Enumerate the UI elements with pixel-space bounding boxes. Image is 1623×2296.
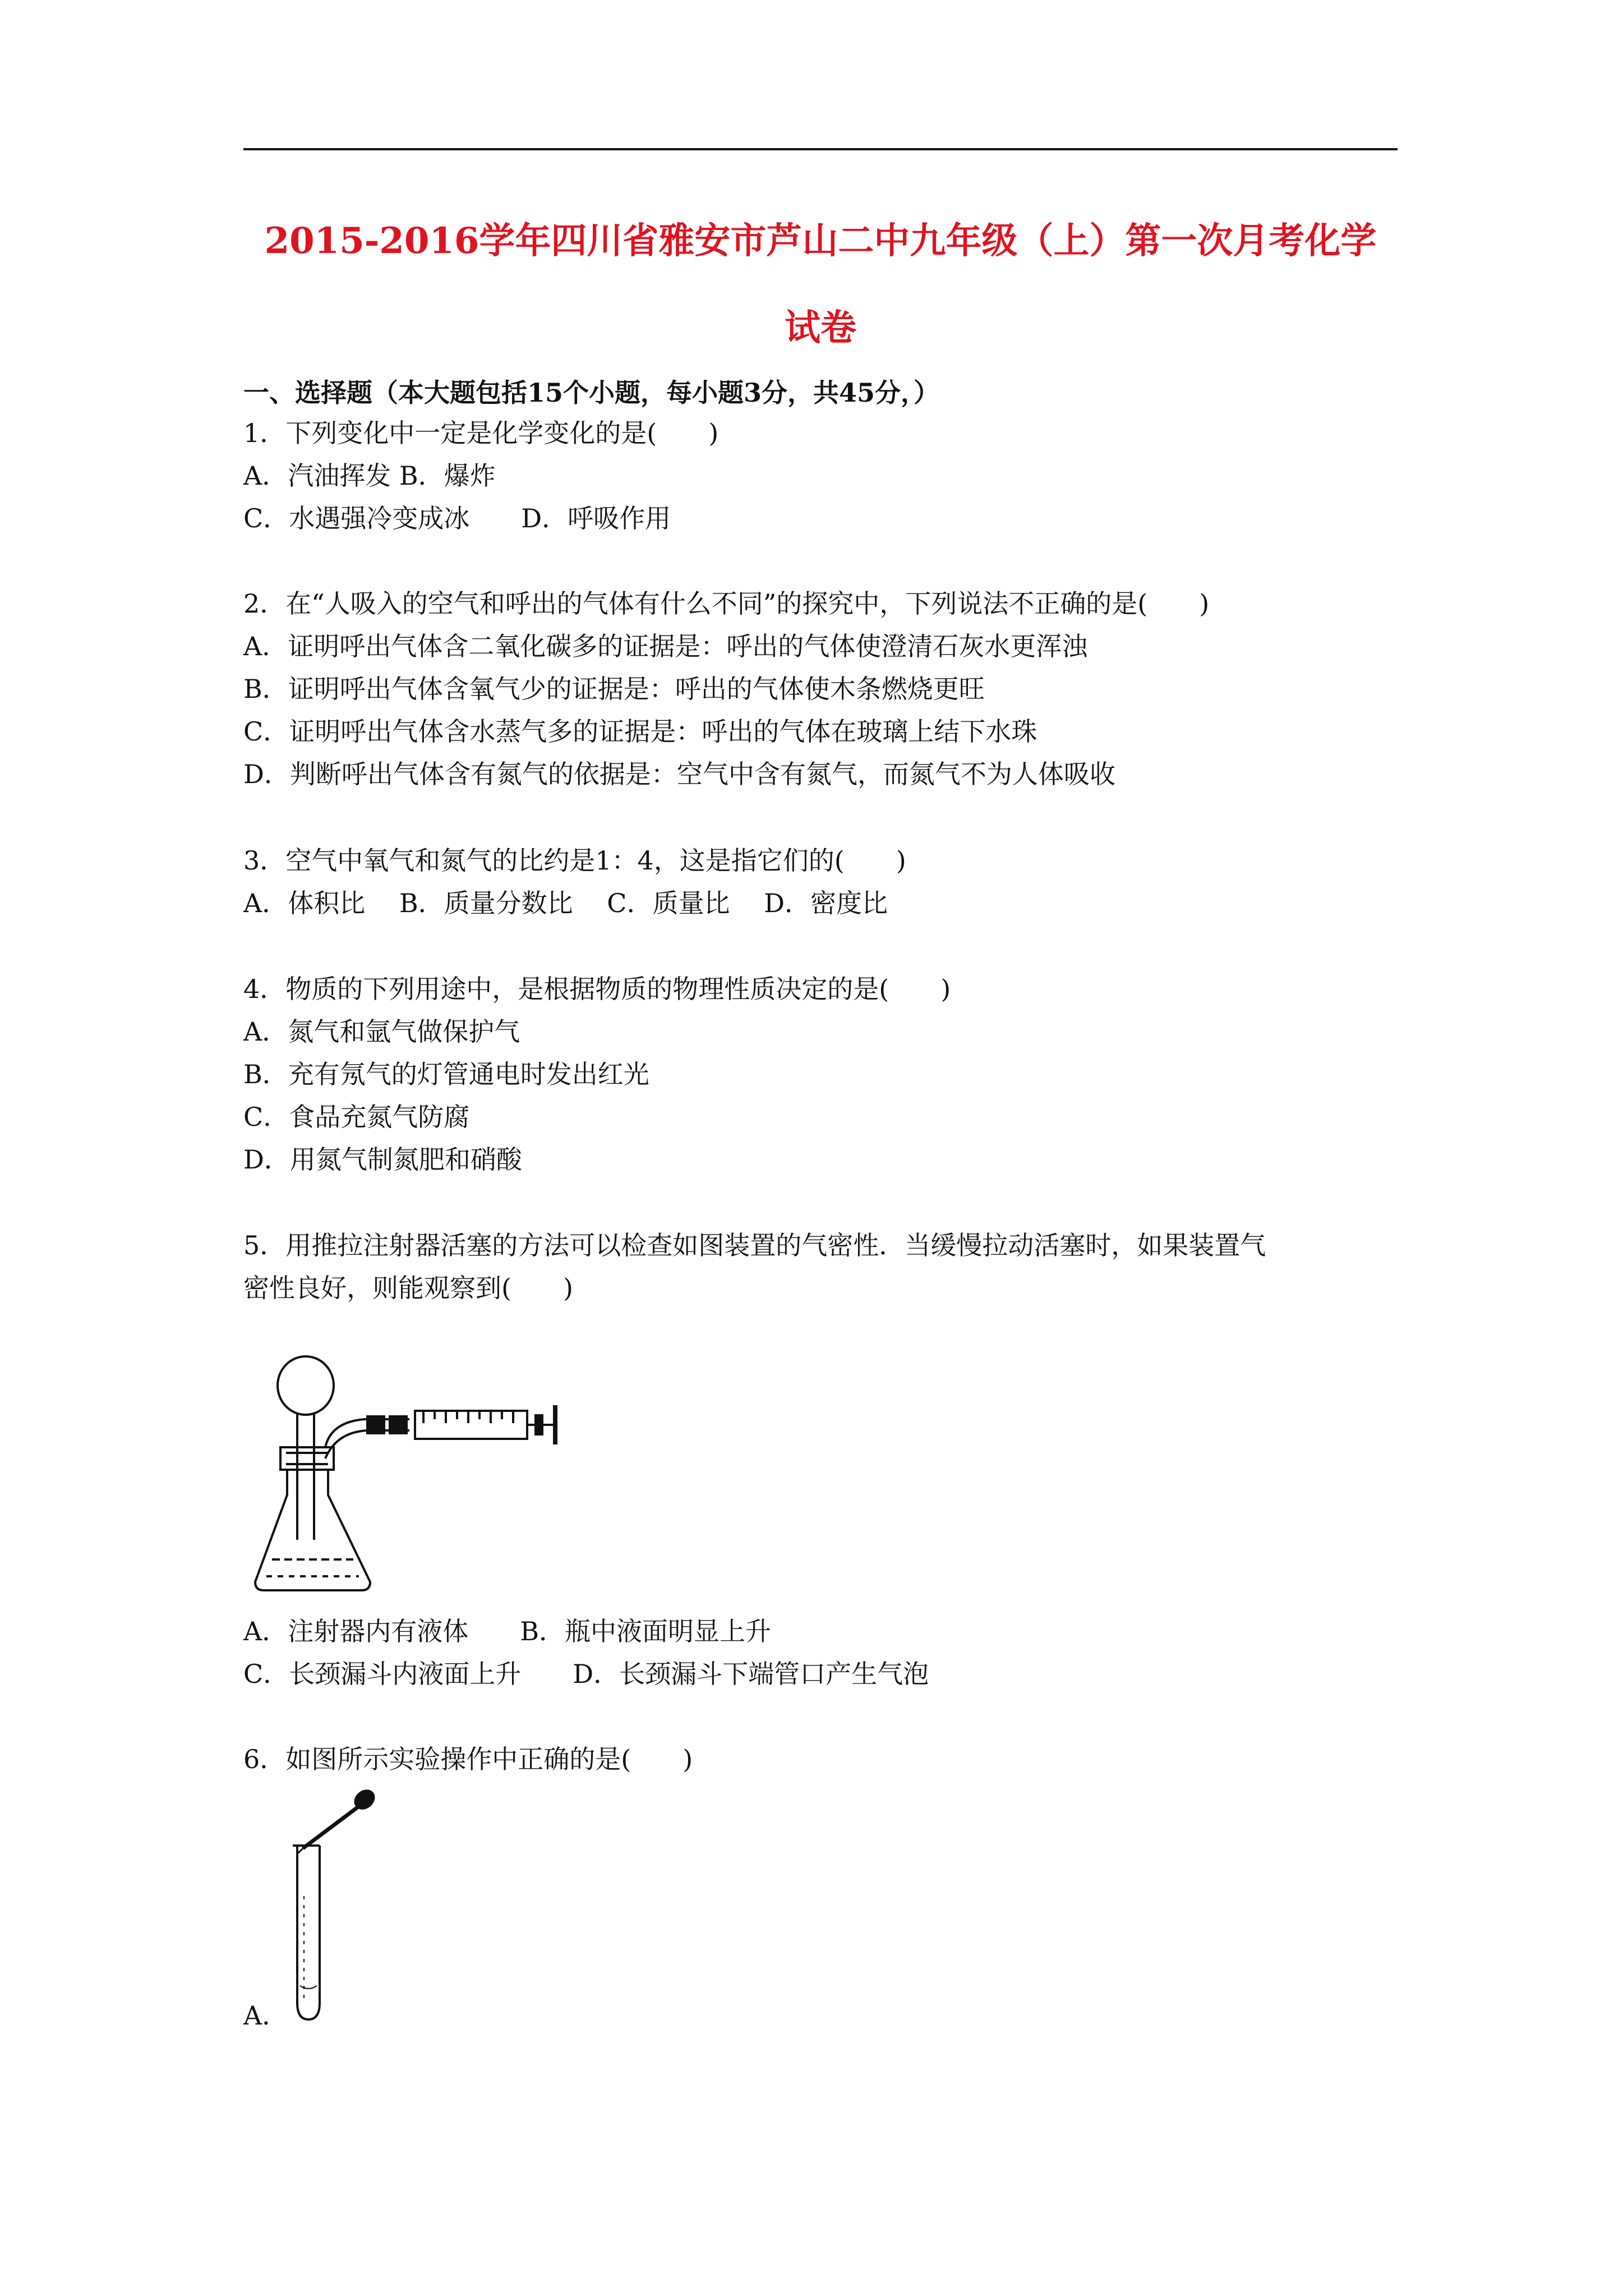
page-title-line-2: 试卷 bbox=[785, 307, 856, 349]
q4-option-c: C．食品充氮气防腐 bbox=[243, 1102, 470, 1132]
q6-stem: 6．如图所示实验操作中正确的是( ) bbox=[243, 1744, 693, 1774]
q5-options-ab: A．注射器内有液体 B．瓶中液面明显上升 bbox=[243, 1616, 772, 1646]
q4-option-a: A．氮气和氩气做保护气 bbox=[243, 1016, 520, 1047]
q3-stem: 3．空气中氧气和氮气的比约是1：4，这是指它们的( ) bbox=[243, 845, 906, 876]
q3-options: A．体积比 B．质量分数比 C．质量比 D．密度比 bbox=[243, 888, 888, 918]
q2-option-a: A．证明呼出气体含二氧化碳多的证据是：呼出的气体使澄清石灰水更浑浊 bbox=[243, 631, 1088, 661]
q2-option-d: D．判断呼出气体含有氮气的依据是：空气中含有氮气，而氮气不为人体吸收 bbox=[243, 759, 1115, 789]
header-rule bbox=[243, 148, 1398, 150]
dropper-test-tube-figure bbox=[280, 1784, 393, 2031]
q4-option-d: D．用氮气制氮肥和硝酸 bbox=[243, 1144, 522, 1175]
q2-option-b: B．证明呼出气体含氧气少的证据是：呼出的气体使木条燃烧更旺 bbox=[243, 674, 985, 704]
q5-stem-line-2: 密性良好，则能观察到( ) bbox=[243, 1273, 573, 1303]
q2-option-c: C．证明呼出气体含水蒸气多的证据是：呼出的气体在玻璃上结下水珠 bbox=[243, 716, 1038, 747]
q1-stem: 1．下列变化中一定是化学变化的是( ) bbox=[243, 418, 719, 448]
q1-options-ab: A．汽油挥发 B．爆炸 bbox=[243, 461, 496, 491]
q6-option-a-label: A． bbox=[243, 2000, 288, 2031]
q4-stem: 4．物质的下列用途中，是根据物质的物理性质决定的是( ) bbox=[243, 974, 951, 1004]
page-title-line-1: 2015-2016学年四川省雅安市芦山二中九年级（上）第一次月考化学 bbox=[264, 220, 1377, 262]
section-heading: 一、选择题（本大题包括15个小题，每小题3分，共45分，） bbox=[243, 378, 940, 408]
airtightness-apparatus-figure bbox=[247, 1343, 572, 1596]
q5-options-cd: C．长颈漏斗内液面上升 D．长颈漏斗下端管口产生气泡 bbox=[243, 1659, 929, 1689]
q2-stem: 2．在“人吸入的空气和呼出的气体有什么不同”的探究中，下列说法不正确的是( ) bbox=[243, 588, 1210, 619]
q1-options-cd: C．水遇强冷变成冰 D．呼吸作用 bbox=[243, 503, 671, 533]
q5-stem-line-1: 5．用推拉注射器活塞的方法可以检查如图装置的气密性．当缓慢拉动活塞时，如果装置气 bbox=[243, 1230, 1266, 1260]
q4-option-b: B．充有氖气的灯管通电时发出红光 bbox=[243, 1059, 649, 1089]
